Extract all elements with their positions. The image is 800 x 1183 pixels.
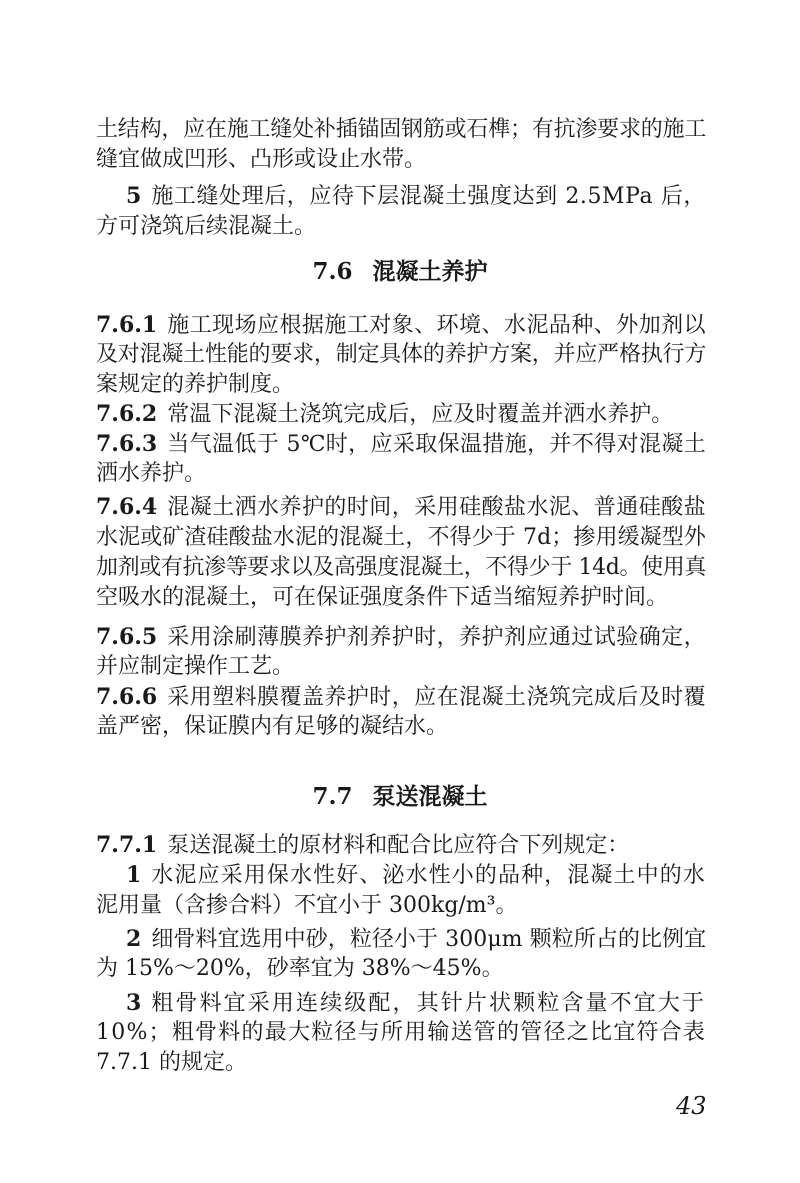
clause-number: 7.6.4: [96, 494, 158, 520]
line-text: 方可浇筑后续混凝土。: [96, 214, 317, 239]
line-text: 为 15%～20%，砂率宜为 38%～45%。: [96, 956, 504, 981]
line-text: 洒水养护。: [96, 461, 207, 486]
section-heading: [0, 258, 800, 286]
clause-number: 7.6.5: [96, 624, 158, 650]
text-line: [126, 990, 706, 1016]
section-heading: [0, 783, 800, 811]
text-line: [96, 117, 706, 143]
line-text: 土结构，应在施工缝处补插锚固钢筋或石榫；有抗渗要求的施工: [96, 117, 707, 142]
line-text: 加剂或有抗渗等要求以及高强度混凝土，不得少于 14d。使用真: [96, 555, 706, 580]
text-line: [126, 862, 706, 888]
text-line: [96, 342, 706, 368]
line-text: 混凝土洒水养护的时间，采用硅酸盐水泥、普通硅酸盐: [167, 495, 707, 520]
text-line: [96, 401, 673, 427]
line-text: 施工现场应根据施工对象、环境、水泥品种、外加剂以: [167, 313, 707, 338]
text-line: [96, 1020, 706, 1046]
clause-number: 5: [126, 183, 142, 209]
clause-number: 7.6.6: [96, 684, 158, 710]
text-line: [96, 525, 706, 551]
text-line: [96, 893, 518, 919]
line-text: 10%；粗骨料的最大粒径与所用输送管的管径之比宜符合表: [96, 1020, 707, 1045]
section-title: 泵送混凝土: [372, 783, 488, 810]
text-line: [96, 832, 629, 858]
section-number: 7.6: [312, 258, 353, 285]
line-text: 粗骨料宜采用连续级配，其针片状颗粒含量不宜大于: [151, 991, 707, 1016]
text-line: [96, 956, 504, 982]
clause-number: 3: [126, 990, 142, 1016]
line-text: 并应制定操作工艺。: [96, 654, 295, 679]
line-text: 泵送混凝土的原材料和配合比应符合下列规定：: [167, 833, 630, 858]
line-text: 泥用量（含掺合料）不宜小于 300kg/m³。: [96, 893, 518, 918]
line-text: 水泥应采用保水性好、泌水性小的品种，混凝土中的水: [151, 863, 706, 888]
text-line: [96, 1050, 247, 1076]
clause-number: 7.7.1: [96, 832, 158, 858]
line-text: 水泥或矿渣硅酸盐水泥的混凝土，不得少于 7d；掺用缓凝型外: [96, 525, 706, 550]
clause-number: 2: [126, 926, 142, 952]
text-line: [96, 624, 706, 650]
line-text: 施工缝处理后，应待下层混凝土强度达到 2.5MPa 后，: [151, 184, 706, 209]
line-text: 常温下混凝土浇筑完成后，应及时覆盖并洒水养护。: [167, 402, 674, 427]
line-text: 采用塑料膜覆盖养护时，应在混凝土浇筑完成后及时覆: [167, 685, 707, 710]
text-line: [96, 684, 706, 710]
text-line: [96, 714, 448, 740]
line-text: 当气温低于 5℃时，应采取保温措施，并不得对混凝土: [167, 432, 707, 457]
clause-number: 7.6.3: [96, 431, 158, 457]
line-text: 7.7.1 的规定。: [96, 1050, 247, 1075]
line-text: 案规定的养护制度。: [96, 372, 295, 397]
text-line: [96, 147, 426, 173]
clause-number: 7.6.2: [96, 401, 158, 427]
line-text: 缝宜做成凹形、凸形或设止水带。: [96, 147, 427, 172]
text-line: [96, 372, 294, 398]
text-line: [96, 214, 316, 240]
text-line: [126, 183, 706, 209]
text-line: [96, 494, 706, 520]
text-line: [96, 431, 706, 457]
section-title: 混凝土养护: [372, 258, 488, 285]
page-number: 43: [676, 1092, 707, 1120]
section-number: 7.7: [312, 783, 353, 810]
line-text: 及对混凝土性能的要求，制定具体的养护方案，并应严格执行方: [96, 342, 707, 367]
line-text: 空吸水的混凝土，可在保证强度条件下适当缩短养护时间。: [96, 585, 669, 610]
text-line: [126, 926, 706, 952]
line-text: 采用涂刷薄膜养护剂养护时，养护剂应通过试验确定，: [167, 625, 707, 650]
text-line: [96, 312, 706, 338]
clause-number: 1: [126, 862, 142, 888]
text-line: [96, 555, 706, 581]
clause-number: 7.6.1: [96, 312, 158, 338]
line-text: 细骨料宜选用中砂，粒径小于 300μm 颗粒所占的比例宜: [151, 927, 707, 952]
text-line: [96, 654, 294, 680]
line-text: 盖严密，保证膜内有足够的凝结水。: [96, 714, 449, 739]
text-line: [96, 585, 668, 611]
text-line: [96, 461, 206, 487]
